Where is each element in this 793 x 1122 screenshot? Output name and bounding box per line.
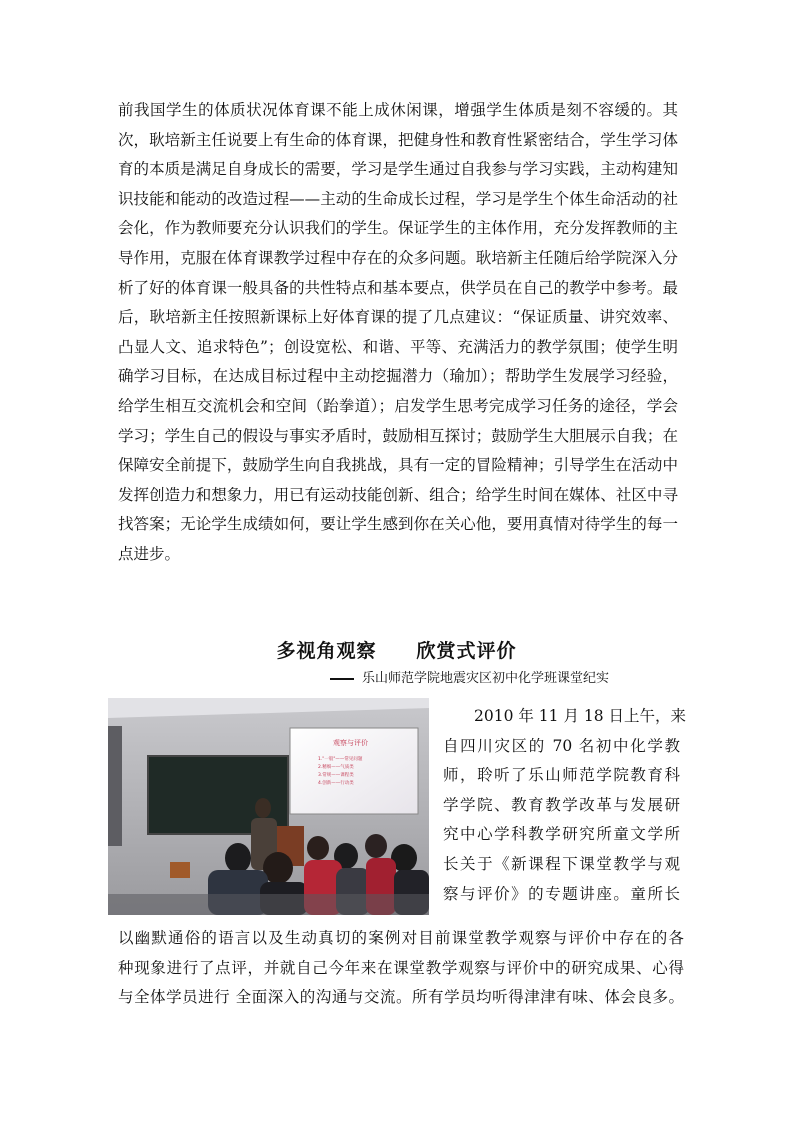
slide-line: 2.精细——气质类: [318, 765, 354, 770]
slide-line: 4.创新——行动类: [318, 781, 354, 786]
text-line: 自四川灾区的 70 名初中化学教: [443, 736, 680, 755]
dash-icon: [330, 678, 354, 680]
lecture-photo-illustration: [108, 698, 429, 915]
article-subtitle-text: 乐山师范学院地震灾区初中化学班课堂纪实: [362, 671, 610, 686]
slide-line: 1."一般"——常见问题: [318, 757, 363, 762]
article-subtitle: [330, 667, 609, 686]
body-paragraph: 前我国学生的体质状况体育课不能上成休闲课，增强学生体质是刻不容缓的。其次，耿培新主任说要上有生命的体育课，把健身性和教育性紧密结合，学生学习体育的本质是满足自身成长的需要，学习是学生通过自我参与学习实践，主动构建知识技能和能动的改造过程——主动的生命成长过程，学习是学生个体生命活动的社会化，作为教师要充分认识我们的学生。保证学生的主体作用，充分发挥教师的主导作用，克服在体育课教学过程中存在的众多问题。耿培新主任随后给学院深入分析了好的体育课一般具备的共性特点和基本要点，供学员在自己的教学中参考。最后，耿培新主任按照新课标上好体育课的提了几点建议：“保证质量、讲究效率、凸显人文、追求特色”；创设宽松、和谐、平等、充满活力的教学氛围；使学生明确学习目标，在达成目标过程中主动挖掘潜力（瑜加）；帮助学生发展学习经验，给学生相互交流机会和空间（跆拳道）；启发学生思考完成学习任务的途径，学会学习；学生自己的假设与事实矛盾时，鼓励相互探讨；鼓励学生大胆展示自我；在保障安全前提下，鼓励学生向自我挑战，具有一定的冒险精神；引导学生在活动中发挥创造力和想象力，用已有运动技能创新、组合；给学生时间在媒体、社区中寻找答案；无论学生成绩如何，要让学生感到你在关心他，要用真情对待学生的每一点进步。: [118, 101, 678, 563]
classroom-photo: [108, 698, 429, 915]
text-line: 以幽默通俗的语言以及生动真切的案例对目前课堂教学观察与评价中存在的各: [118, 929, 684, 947]
text-line: 师，聆听了乐山师范学院教育科: [443, 766, 680, 785]
text-line: 究中心学科教学研究所童文学所: [443, 825, 680, 844]
article-title: 多视角观察 欣赏式评价: [276, 640, 517, 662]
text-line: 察与评价》的专题讲座。童所长: [443, 884, 680, 903]
text-line: 2010 年 11 月 18 日上午，来: [443, 707, 687, 725]
text-line: 长关于《新课程下课堂教学与观: [443, 854, 680, 873]
text-line: 学学院、教育教学改革与发展研: [443, 795, 680, 814]
article-intro: [443, 702, 687, 909]
slide-title: 观察与评价: [333, 739, 368, 747]
text-line: 种现象进行了点评，并就自己今年来在课堂教学观察与评价中的研究成果、心得: [118, 958, 684, 977]
text-line: 与全体学员进行 全面深入的沟通与交流。所有学员均听得津津有味、体会良多。: [118, 988, 684, 1007]
article-body: [118, 924, 684, 1013]
slide-line: 3.常规——课程类: [318, 773, 354, 778]
